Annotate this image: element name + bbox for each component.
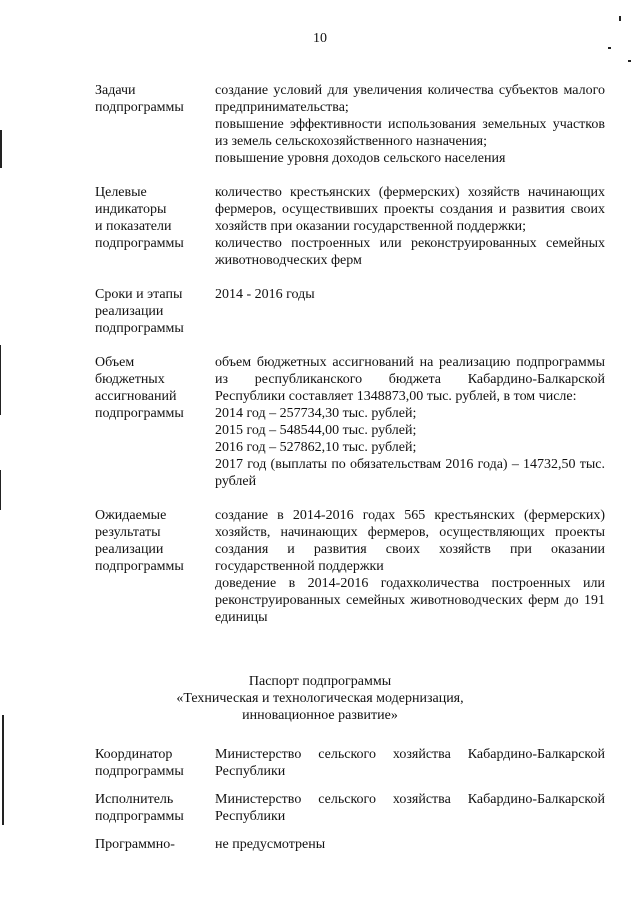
row-value: количество крестьянских (фермерских) хозяйств начинающих фермеров, осуществивших проекты создания и развития своих хозяйств при оказании государственной поддержки; количество построенных или реконструированных семейных животноводческих ферм xyxy=(215,185,605,268)
passport-row-program-tools xyxy=(95,836,605,853)
passport-row-executor xyxy=(95,791,605,825)
scan-mark xyxy=(0,470,1,510)
row-label: Целевые индикаторы и показатели подпрограммы xyxy=(95,185,184,251)
passport-row-indicators xyxy=(95,184,605,269)
row-label: Объем бюджетных ассигнований подпрограммы xyxy=(95,355,184,421)
row-value: 2014 - 2016 годы xyxy=(215,287,315,302)
row-value: Министерство сельского хозяйства Кабардино-Балкарской Республики xyxy=(215,792,605,824)
row-value: создание условий для увеличения количества субъектов малого предпринимательства; повышение эффективности использования земельных участков из земель сельскохозяйственного назначения; повышение уровня доходов сельского населения xyxy=(215,83,605,166)
passport-row-budget xyxy=(95,354,605,490)
subprogram-passport-title: Паспорт подпрограммы «Техническая и технологическая модернизация, инновационное развитие» xyxy=(176,674,464,723)
row-value: объем бюджетных ассигнований на реализацию подпрограммы из республиканского бюджета Кабардино-Балкарской Республики составляет 1348873,00 тыс. рублей, в том числе: 2014 год – 257734,30 тыс. рублей; 2015 год – 548544,00 тыс. рублей; 2016 год – 527862,10 тыс. рублей; 2017 год (выплаты по обязательствам 2016 года) – 14732,50 тыс. рублей xyxy=(215,355,605,489)
row-label: Программно- xyxy=(95,837,175,852)
passport-row-timeline xyxy=(95,286,605,337)
row-value: Министерство сельского хозяйства Кабардино-Балкарской Республики xyxy=(215,747,605,779)
row-label: Координатор подпрограммы xyxy=(95,747,184,779)
scan-mark xyxy=(0,345,1,415)
row-label: Ожидаемые результаты реализации подпрограммы xyxy=(95,508,184,574)
scan-mark xyxy=(628,60,631,62)
page-number: 10 xyxy=(313,31,327,46)
passport-row-coordinator xyxy=(95,746,605,780)
scan-mark xyxy=(619,16,621,21)
scan-mark xyxy=(2,715,4,825)
row-value: не предусмотрены xyxy=(215,837,326,852)
row-label: Сроки и этапы реализации подпрограммы xyxy=(95,287,184,336)
row-label: Исполнитель подпрограммы xyxy=(95,792,184,824)
passport-table xyxy=(95,82,605,626)
passport-row-results xyxy=(95,507,605,626)
row-label: Задачи подпрограммы xyxy=(95,83,184,115)
row-value: создание в 2014-2016 годах 565 крестьянских (фермерских) хозяйств, начинающих фермеров, осуществляющих проекты создания и развития своих хозяйств при оказании государственной поддержки доведение в 2014-2016 годахколичества построенных или реконструированных семейных животноводческих ферм до 191 единицы xyxy=(215,508,605,625)
scan-mark xyxy=(608,47,611,49)
passport-table-2 xyxy=(95,746,605,853)
scan-mark xyxy=(0,130,2,168)
passport-row-tasks xyxy=(95,82,605,167)
